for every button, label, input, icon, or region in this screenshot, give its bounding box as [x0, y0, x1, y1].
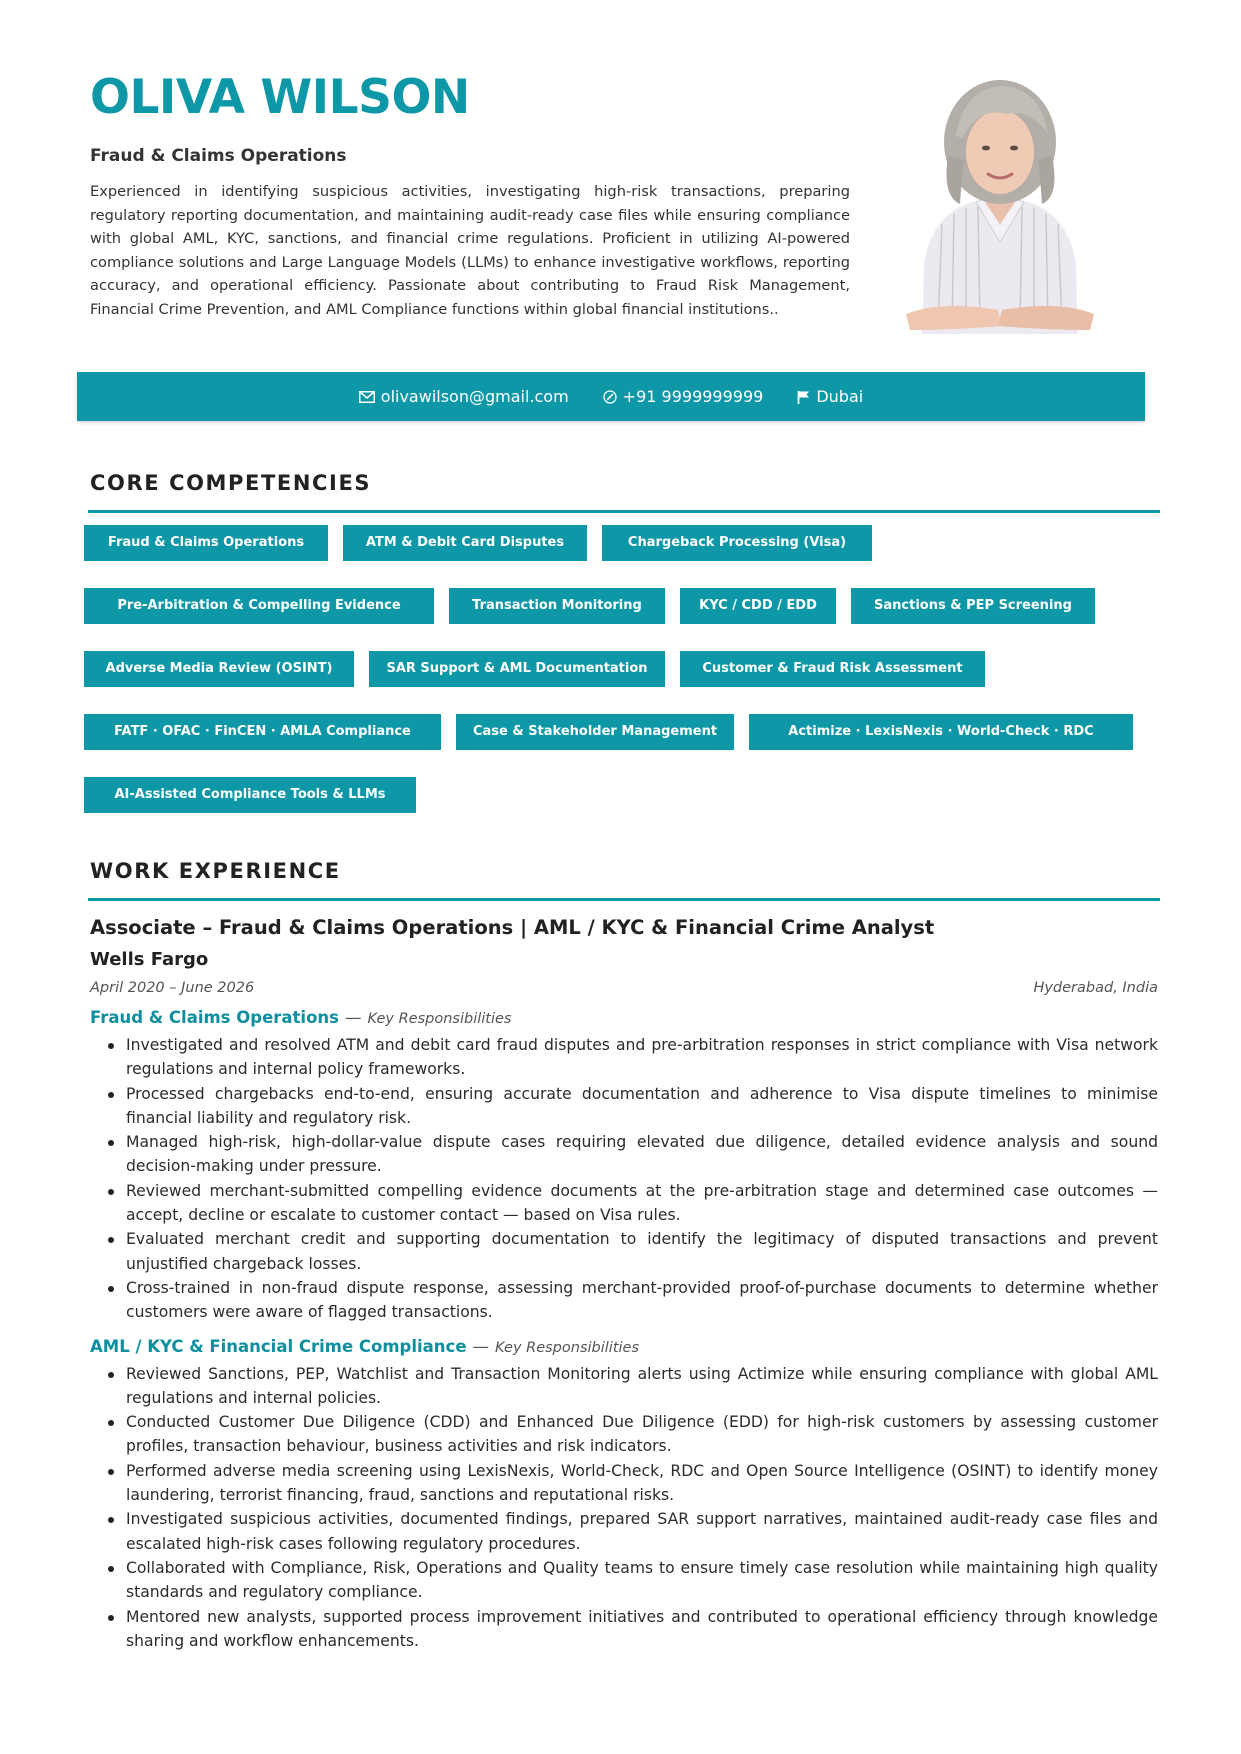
- contact-phone[interactable]: [603, 387, 764, 406]
- candidate-title: Fraud & Claims Operations: [90, 146, 347, 166]
- subsection-dash: —: [344, 1008, 362, 1027]
- flag-icon: [797, 390, 810, 404]
- subsection-label: Key Responsibilities: [367, 1011, 512, 1027]
- competency-chip: Actimize · LexisNexis · World-Check · RDC: [749, 714, 1133, 750]
- contact-email[interactable]: [359, 387, 569, 406]
- contact-location: [797, 387, 863, 406]
- list-item: Reviewed merchant-submitted compelling evidence documents at the pre-arbitration stage and determined case outcomes — accept, decline or escalate to customer contact — based on Visa rules.: [126, 1179, 1158, 1228]
- job-entry: [90, 916, 1158, 1653]
- competency-chip: Pre-Arbitration & Compelling Evidence: [84, 588, 434, 624]
- subsection-title: AML / KYC & Financial Crime Compliance: [90, 1336, 467, 1356]
- competency-chip: AI-Assisted Compliance Tools & LLMs: [84, 777, 416, 813]
- responsibility-list: [90, 1033, 1158, 1325]
- profile-summary: Experienced in identifying suspicious activities, investigating high-risk transactions, preparing regulatory reporting documentation, and maintaining audit-ready case files while ensuring compliance with global AML, KYC, sanctions, and financial crime regulations. Proficient in utilizing AI-powered compliance solutions and Large Language Models (LLMs) to enhance investigative workflows, reporting accuracy, and operational efficiency. Passionate about contributing to Fraud Risk Management, Financial Crime Prevention, and AML Compliance functions within global financial institutions..: [90, 183, 850, 318]
- profile-photo: [902, 64, 1098, 334]
- competency-chip: Fraud & Claims Operations: [84, 525, 328, 561]
- experience-divider: [88, 898, 1160, 901]
- job-dates: April 2020 – June 2026: [90, 980, 255, 996]
- subsection-dash: —: [472, 1336, 490, 1356]
- competency-chip: Adverse Media Review (OSINT): [84, 651, 354, 687]
- competency-chip: Transaction Monitoring: [449, 588, 665, 624]
- email-text: olivawilson@gmail.com: [380, 387, 569, 406]
- list-item: Investigated suspicious activities, documented findings, prepared SAR support narratives, maintained audit-ready case files and escalated high-risk cases following regulatory procedures.: [126, 1507, 1158, 1556]
- list-item: Conducted Customer Due Diligence (CDD) and Enhanced Due Diligence (EDD) for high-risk customers by assessing customer profiles, transaction behaviour, business activities and risk indicators.: [126, 1410, 1158, 1459]
- competency-chip: Chargeback Processing (Visa): [602, 525, 872, 561]
- competency-chip: Case & Stakeholder Management: [456, 714, 734, 750]
- competencies-heading: CORE COMPETENCIES: [90, 471, 372, 495]
- list-item: Processed chargebacks end-to-end, ensuring accurate documentation and adherence to Visa dispute timelines to minimise financial liability and regulatory risk.: [126, 1082, 1158, 1131]
- list-item: Reviewed Sanctions, PEP, Watchlist and Transaction Monitoring alerts using Actimize while ensuring compliance with global AML regulations and internal policies.: [126, 1362, 1158, 1411]
- competency-chip: Customer & Fraud Risk Assessment: [680, 651, 985, 687]
- competencies-divider: [88, 510, 1160, 513]
- competency-chip: ATM & Debit Card Disputes: [343, 525, 587, 561]
- job-location: Hyderabad, India: [1033, 980, 1158, 996]
- email-icon: [359, 391, 375, 403]
- subsection-label: Key Responsibilities: [495, 1339, 640, 1356]
- subsection-title: Fraud & Claims Operations: [90, 1008, 339, 1027]
- list-item: Managed high-risk, high-dollar-value dispute cases requiring elevated due diligence, detailed evidence analysis and sound decision-making under pressure.: [126, 1130, 1158, 1179]
- competency-chip: KYC / CDD / EDD: [680, 588, 836, 624]
- list-item: Investigated and resolved ATM and debit card fraud disputes and pre-arbitration responses in strict compliance with Visa network regulations and internal policy frameworks.: [126, 1033, 1158, 1082]
- contact-bar: [77, 372, 1145, 421]
- competency-chip: Sanctions & PEP Screening: [851, 588, 1095, 624]
- phone-icon: [603, 390, 617, 404]
- responsibility-list: [90, 1362, 1158, 1654]
- location-text: Dubai: [816, 387, 864, 406]
- competency-list: [84, 525, 1164, 813]
- list-item: Evaluated merchant credit and supporting documentation to identify the legitimacy of disputed transactions and prevent unjustified chargeback losses.: [126, 1227, 1158, 1276]
- phone-text: +91 9999999999: [622, 387, 764, 406]
- subsection-heading: [90, 1008, 1158, 1027]
- competency-chip: FATF · OFAC · FinCEN · AMLA Compliance: [84, 714, 441, 750]
- company-name: Wells Fargo: [90, 949, 209, 970]
- job-meta: [90, 980, 1158, 996]
- experience-heading: WORK EXPERIENCE: [90, 859, 341, 883]
- list-item: Collaborated with Compliance, Risk, Operations and Quality teams to ensure timely case resolution while maintaining high quality standards and regulatory compliance.: [126, 1556, 1158, 1605]
- subsection-heading: [90, 1337, 1158, 1356]
- competency-chip: SAR Support & AML Documentation: [369, 651, 665, 687]
- job-title: Associate – Fraud & Claims Operations | AML / KYC & Financial Crime Analyst: [90, 916, 935, 939]
- list-item: Cross-trained in non-fraud dispute response, assessing merchant-provided proof-of-purchase documents to determine whether customers were aware of flagged transactions.: [126, 1276, 1158, 1325]
- list-item: Mentored new analysts, supported process improvement initiatives and contributed to operational efficiency through knowledge sharing and workflow enhancements.: [126, 1605, 1158, 1654]
- list-item: Performed adverse media screening using LexisNexis, World-Check, RDC and Open Source Intelligence (OSINT) to identify money laundering, terrorist financing, fraud, sanctions and reputational risks.: [126, 1459, 1158, 1508]
- candidate-name: OLIVA WILSON: [90, 70, 470, 125]
